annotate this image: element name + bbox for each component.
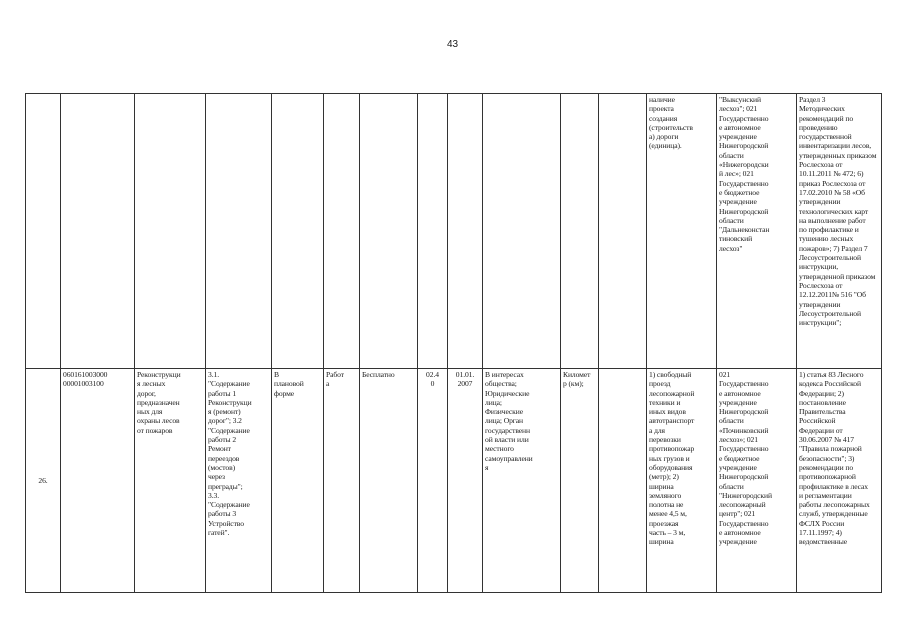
register-table — [25, 93, 882, 593]
consumers-cell: В интересах общества; Юридические лица; Физические лица; Орган государственн ой власти или местного самоуправлени я — [483, 369, 561, 593]
table-row — [26, 369, 882, 593]
registry-code-cell: 060161003000 00001003100 — [61, 369, 135, 593]
type-cell: Работ а — [324, 369, 360, 593]
work-content-cell — [206, 94, 272, 369]
page-number: 43 — [446, 39, 459, 50]
work-name-cell: Реконструкци я лесных дорог, предназначен ных для охраны лесов от пожаров — [135, 369, 206, 593]
okved-cell: 02.4 0 — [418, 369, 448, 593]
date-cell — [448, 94, 483, 369]
type-cell — [324, 94, 360, 369]
row-number-cell — [26, 94, 61, 369]
consumers-cell — [483, 94, 561, 369]
date-cell: 01.01. 2007 — [448, 369, 483, 593]
legal-acts-cell: 1) статья 83 Лесного кодекса Российской Федерации; 2) постановление Правительства Российской Федерации от 30.06.2007 № 417 "Правила пожарной безопасности"; 3) рекомендации по противопожарной профилактике в лесах и регламентации работы лесопожарных служб, утвержденные ФСЛХ России 17.11.1997; 4) ведомственные — [797, 369, 882, 593]
institutions-cell: 021 Государственно е автономное учреждение Нижегородской области «Починковский лесхоз»; 021 Государственно е бюджетное учреждение Нижегородской области "Нижегородский лесопожарный центр"; 021 Государственно е автономное учреждение — [717, 369, 797, 593]
empty-cell — [599, 369, 647, 593]
form-cell — [272, 94, 324, 369]
payment-cell: Бесплатно — [360, 369, 418, 593]
quality-cell: 1) свободный проезд лесопожарной техники и иных видов автотранспорт а для перевозки противопожар ных грузов и оборудования (метр); 2) ширина земляного полотна не менее 4,5 м, проезжая часть – 3 м, ширина — [647, 369, 717, 593]
work-name-cell — [135, 94, 206, 369]
okved-cell — [418, 94, 448, 369]
legal-acts-cell: Раздел 3 Методических рекомендаций по проведению государственной инвентаризации лесов, утвержденных приказом Рослесхоза от 10.11.2011 № 472; 6) приказ Рослесхоза от 17.02.2010 № 58 «Об утверждении технологических карт на выполнение работ по профилактике и тушению лесных пожаров»; 7) Раздел 7 Лесоустроительной инструкции, утвержденной приказом Рослесхоза от 12.12.2011№ 516 "Об утверждении Лесоустроительной инструкции"; — [797, 94, 882, 369]
registry-code-cell — [61, 94, 135, 369]
table-row — [26, 94, 882, 369]
form-cell: В плановой форме — [272, 369, 324, 593]
work-content-cell: 3.1. "Содержание работы 1 Реконструкци я (ремонт) дорог"; 3.2 "Содержание работы 2 Ремонт переездов (мостов) через преграды"; 3.3. "Содержание работы 3 Устройство гатей". — [206, 369, 272, 593]
unit-cell — [561, 94, 599, 369]
row-number-cell: 26. — [26, 369, 61, 593]
institutions-cell: "Выксунский лесхоз"; 021 Государственно е автономное учреждение Нижегородской области «Нижегородски й лес»; 021 Государственно е бюджетное учреждение Нижегородской области "Дальнеконстан тиновский лесхоз" — [717, 94, 797, 369]
empty-cell — [599, 94, 647, 369]
unit-cell: Километ р (км); — [561, 369, 599, 593]
quality-cell: наличие проекта создания (строительств а) дороги (единица). — [647, 94, 717, 369]
payment-cell — [360, 94, 418, 369]
